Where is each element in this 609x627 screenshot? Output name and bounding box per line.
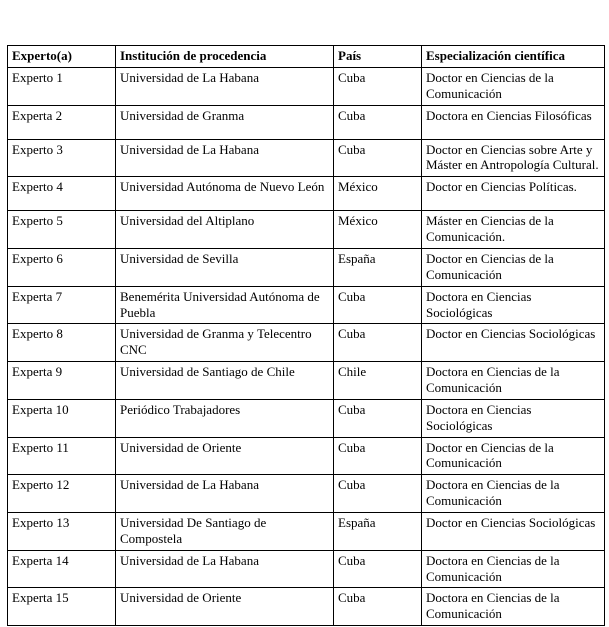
- table-cell: Universidad de Granma y Telecentro CNC: [116, 324, 334, 362]
- table-cell: Chile: [334, 362, 422, 400]
- table-cell: Doctora en Ciencias de la Comunicación: [422, 588, 605, 626]
- table-cell: Universidad de La Habana: [116, 67, 334, 105]
- table-cell: Experto 1: [8, 67, 116, 105]
- table-cell: Universidad de Oriente: [116, 588, 334, 626]
- table-cell: Experta 2: [8, 105, 116, 139]
- table-cell: Doctora en Ciencias Filosóficas: [422, 105, 605, 139]
- table-cell: Experto 13: [8, 513, 116, 551]
- table-cell: México: [334, 177, 422, 211]
- table-cell: Experta 15: [8, 588, 116, 626]
- column-header: País: [334, 46, 422, 68]
- table-cell: Universidad de Sevilla: [116, 249, 334, 287]
- table-cell: Universidad de La Habana: [116, 475, 334, 513]
- table-row: [8, 550, 605, 588]
- table-cell: Universidad de Oriente: [116, 437, 334, 475]
- table-row: [8, 211, 605, 249]
- table-cell: Cuba: [334, 139, 422, 177]
- table-cell: Experto 11: [8, 437, 116, 475]
- table-cell: Universidad de Santiago de Chile: [116, 362, 334, 400]
- table-cell: Cuba: [334, 105, 422, 139]
- table-head: [8, 46, 605, 68]
- table-cell: Universidad de La Habana: [116, 139, 334, 177]
- table-cell: Universidad del Altiplano: [116, 211, 334, 249]
- table-cell: Experto 4: [8, 177, 116, 211]
- table-row: [8, 324, 605, 362]
- table-row: [8, 139, 605, 177]
- table-row: [8, 475, 605, 513]
- table-cell: Benemérita Universidad Autónoma de Puebla: [116, 286, 334, 324]
- table-cell: Experta 7: [8, 286, 116, 324]
- table-cell: Experto 12: [8, 475, 116, 513]
- table-body: [8, 67, 605, 625]
- table-cell: España: [334, 249, 422, 287]
- table-cell: Experto 3: [8, 139, 116, 177]
- table-row: [8, 67, 605, 105]
- column-header: Institución de procedencia: [116, 46, 334, 68]
- table-cell: Periódico Trabajadores: [116, 399, 334, 437]
- table-cell: Universidad de La Habana: [116, 550, 334, 588]
- table-cell: Doctor en Ciencias de la Comunicación: [422, 249, 605, 287]
- table-row: [8, 286, 605, 324]
- experts-table: [7, 45, 605, 626]
- table-cell: Doctor en Ciencias Políticas.: [422, 177, 605, 211]
- table-cell: México: [334, 211, 422, 249]
- table-cell: Cuba: [334, 475, 422, 513]
- table-cell: Doctor en Ciencias de la Comunicación: [422, 67, 605, 105]
- table-cell: Universidad de Granma: [116, 105, 334, 139]
- table-cell: Doctora en Ciencias Sociológicas: [422, 399, 605, 437]
- table-cell: Cuba: [334, 550, 422, 588]
- table-cell: Experto 6: [8, 249, 116, 287]
- table-row: [8, 177, 605, 211]
- table-cell: Experto 5: [8, 211, 116, 249]
- table-row: [8, 588, 605, 626]
- table-cell: Doctora en Ciencias Sociológicas: [422, 286, 605, 324]
- table-row: [8, 513, 605, 551]
- table-row: [8, 437, 605, 475]
- table-cell: Cuba: [334, 437, 422, 475]
- table-row: [8, 105, 605, 139]
- table-row: [8, 399, 605, 437]
- table-cell: Cuba: [334, 399, 422, 437]
- table-cell: Experta 10: [8, 399, 116, 437]
- table-cell: Experto 8: [8, 324, 116, 362]
- table-cell: Doctor en Ciencias Sociológicas: [422, 324, 605, 362]
- table-cell: Cuba: [334, 286, 422, 324]
- table-row: [8, 249, 605, 287]
- table-cell: Doctor en Ciencias sobre Arte y Máster en Antropología Cultural.: [422, 139, 605, 177]
- table-cell: Universidad Autónoma de Nuevo León: [116, 177, 334, 211]
- table-header-row: [8, 46, 605, 68]
- table-row: [8, 362, 605, 400]
- column-header: Experto(a): [8, 46, 116, 68]
- table-cell: Doctora en Ciencias de la Comunicación: [422, 475, 605, 513]
- column-header: Especialización científica: [422, 46, 605, 68]
- table-cell: Experta 9: [8, 362, 116, 400]
- table-cell: Máster en Ciencias de la Comunicación.: [422, 211, 605, 249]
- table-cell: Universidad De Santiago de Compostela: [116, 513, 334, 551]
- table-cell: España: [334, 513, 422, 551]
- table-cell: Doctora en Ciencias de la Comunicación: [422, 362, 605, 400]
- table-cell: Doctor en Ciencias de la Comunicación: [422, 437, 605, 475]
- table-cell: Cuba: [334, 588, 422, 626]
- table-cell: Doctora en Ciencias de la Comunicación: [422, 550, 605, 588]
- table-cell: Experta 14: [8, 550, 116, 588]
- table-cell: Cuba: [334, 67, 422, 105]
- table-cell: Doctor en Ciencias Sociológicas: [422, 513, 605, 551]
- table-cell: Cuba: [334, 324, 422, 362]
